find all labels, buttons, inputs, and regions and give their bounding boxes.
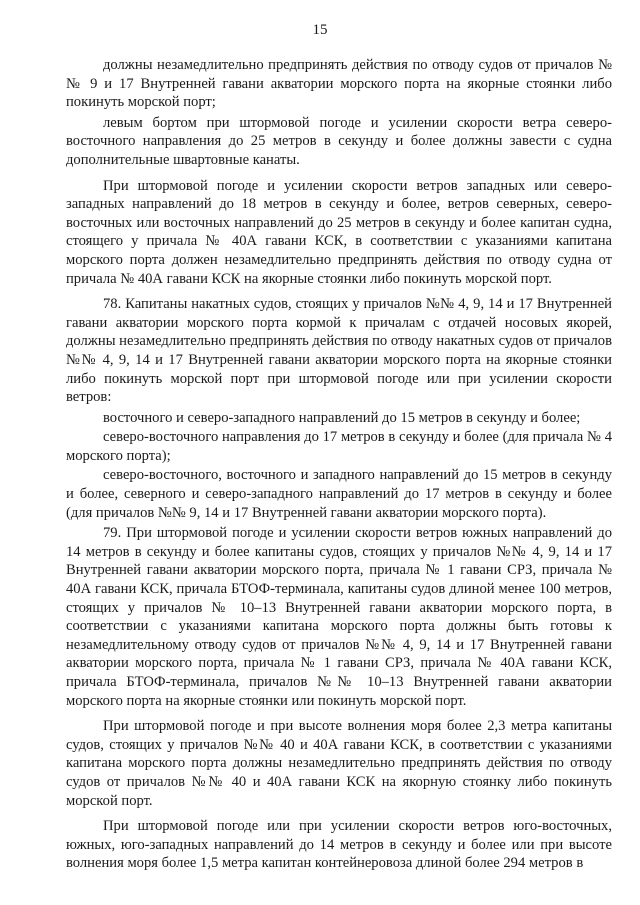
- paragraph: 79. При штормовой погоде и усилении скорости ветров южных направлений до 14 метров в секунду и более капитаны судов, стоящих у причалов №№ 4, 9, 14 и 17 Внутренней гавани акватории морского порта, причала № 1 гавани СРЗ, причала № 40А гавани КСК, причала БТОФ-терминала, капитаны судов длиной менее 100 метров, стоящих у причалов № 10–13 Внутренней гавани акватории морского порта, в соответствии с указаниями капитана морского порта должны быть готовы к незамедлительному отводу судов от причалов №№ 4, 9, 14 и 17 Внутренней гавани акватории морского порта, причала № 1 гавани СРЗ, причала № 40А гавани КСК, причала БТОФ-терминала, причалов №№ 10–13 Внутренней гавани акватории морского порта на якорные стоянки или покинуть морской порт.: [66, 525, 612, 709]
- document-body: [66, 56, 612, 873]
- paragraph: При штормовой погоде или при усилении скорости ветров юго-восточных, южных, юго-западных направлений до 14 метров в секунду и более или при высоте волнения моря более 1,5 метра капитан контейнеровоза длиной более 294 метров в: [66, 818, 612, 872]
- paragraph: левым бортом при штормовой погоде и усилении скорости ветра северо-восточного направления до 25 метров в секунду и более должны завести с судна дополнительные швартовные канаты.: [66, 114, 612, 168]
- paragraph: При штормовой погоде и при высоте волнения моря более 2,3 метра капитаны судов, стоящих у причалов №№ 40 и 40А гавани КСК, в соответствии с указаниями капитана морского порта должны незамедлительно предпринять действия по отводу судов от причалов №№ 40 и 40А гавани КСК на якорную стоянку либо покинуть морской порт.: [66, 718, 612, 809]
- page-number: 15: [312, 22, 328, 38]
- paragraph: северо-восточного направления до 17 метров в секунду и более (для причала № 4 морского порта);: [66, 429, 612, 464]
- paragraph: 78. Капитаны накатных судов, стоящих у причалов №№ 4, 9, 14 и 17 Внутренней гавани акватории морского порта кормой к причалам с отдачей носовых якорей, должны незамедлительно предпринять действия по отводу накатных судов от причалов №№ 4, 9, 14 и 17 Внутренней гавани акватории морского порта на якорные стоянки либо покинуть морской порт при штормовой погоде или при усилении скорости ветров:: [66, 296, 612, 406]
- paragraph: При штормовой погоде и усилении скорости ветров западных или северо-западных направлений до 18 метров в секунду и более, ветров северных, северо-восточных или восточных направлений до 25 метров в секунду и более капитан судна, стоящего у причала № 40А гавани КСК, в соответствии с указаниями капитана морского порта должен незамедлительно предпринять действия по отводу судна от причала № 40А гавани КСК на якорные стоянки либо покинуть морской порт.: [66, 177, 612, 287]
- paragraph: должны незамедлительно предпринять действия по отводу судов от причалов №№ 9 и 17 Внутренней гавани акватории морского порта на якорные стоянки либо покинуть морской порт;: [66, 57, 612, 111]
- paragraph: северо-восточного, восточного и западного направлений до 15 метров в секунду и более, северного и северо-западного направлений до 17 метров в секунду и более (для причалов №№ 9, 14 и 17 Внутренней гавани акватории морского порта).: [66, 467, 612, 521]
- paragraph: восточного и северо-западного направлений до 15 метров в секунду и более;: [103, 409, 581, 426]
